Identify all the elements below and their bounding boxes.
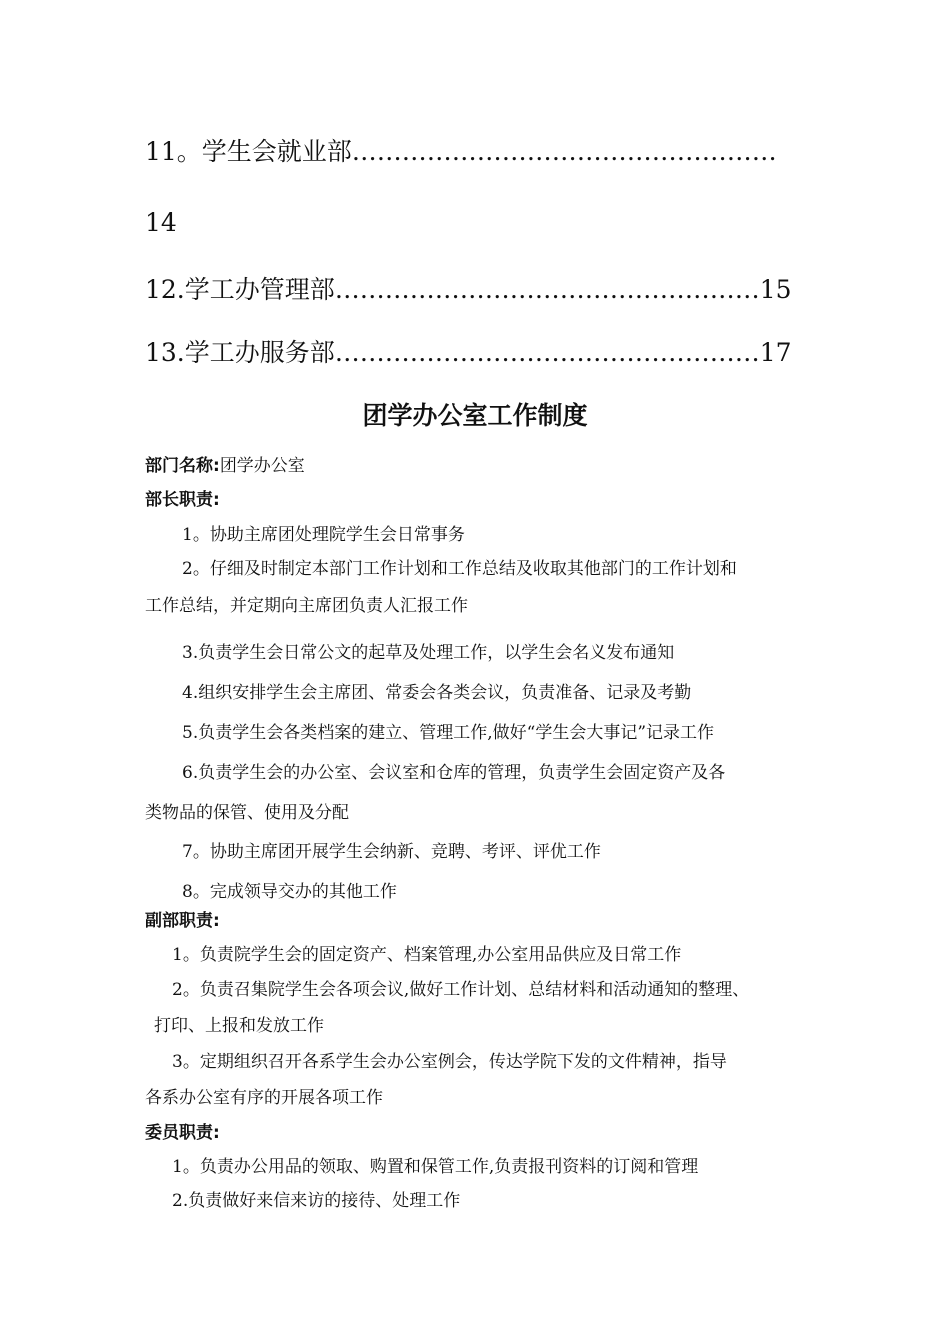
toc-entry[interactable]: 11。学生会就业部…………………………………………… bbox=[145, 137, 777, 166]
toc-entry[interactable]: 13.学工办服务部……………………………………………17 bbox=[145, 338, 792, 367]
dept-value: 团学办公室 bbox=[219, 456, 305, 476]
duty-item: 1。负责办公用品的领取、购置和保管工作,负责报刊资料的订阅和管理 bbox=[172, 1157, 699, 1177]
duty-item-continued: 打印、上报和发放工作 bbox=[154, 1016, 324, 1036]
duty-item: 8。完成领导交办的其他工作 bbox=[182, 882, 397, 902]
duty-item: 2。负责召集院学生会各项会议,做好工作计划、总结材料和活动通知的整理、 bbox=[172, 980, 750, 1000]
toc-entry-page: 14 bbox=[145, 208, 177, 237]
duty-item-continued: 类物品的保管、使用及分配 bbox=[145, 803, 349, 823]
section-heading-minister: 部长职责: bbox=[145, 490, 220, 510]
duty-item: 3。定期组织召开各系学生会办公室例会，传达学院下发的文件精神，指导 bbox=[172, 1052, 727, 1072]
page-title: 团学办公室工作制度 bbox=[362, 401, 588, 430]
section-heading-deputy: 副部职责: bbox=[145, 911, 220, 931]
duty-item: 4.组织安排学生会主席团、常委会各类会议，负责准备、记录及考勤 bbox=[182, 683, 692, 703]
duty-item: 6.负责学生会的办公室、会议室和仓库的管理，负责学生会固定资产及各 bbox=[182, 763, 726, 783]
duty-item: 3.负责学生会日常公文的起草及处理工作，以学生会名义发布通知 bbox=[182, 643, 675, 663]
dept-label: 部门名称: bbox=[145, 456, 220, 476]
section-heading-member: 委员职责: bbox=[145, 1123, 220, 1143]
duty-item: 2。仔细及时制定本部门工作计划和工作总结及收取其他部门的工作计划和 bbox=[182, 559, 737, 579]
duty-item-continued: 工作总结，并定期向主席团负责人汇报工作 bbox=[145, 596, 468, 616]
toc-entry[interactable]: 12.学工办管理部……………………………………………15 bbox=[145, 275, 792, 304]
dept-line bbox=[145, 451, 305, 476]
duty-item: 2.负责做好来信来访的接待、处理工作 bbox=[172, 1191, 461, 1211]
duty-item-continued: 各系办公室有序的开展各项工作 bbox=[145, 1088, 383, 1108]
duty-item: 7。协助主席团开展学生会纳新、竞聘、考评、评优工作 bbox=[182, 842, 601, 862]
duty-item: 1。协助主席团处理院学生会日常事务 bbox=[182, 525, 465, 545]
duty-item: 5.负责学生会各类档案的建立、管理工作,做好“学生会大事记”记录工作 bbox=[182, 723, 715, 743]
duty-item: 1。负责院学生会的固定资产、档案管理,办公室用品供应及日常工作 bbox=[172, 945, 682, 965]
